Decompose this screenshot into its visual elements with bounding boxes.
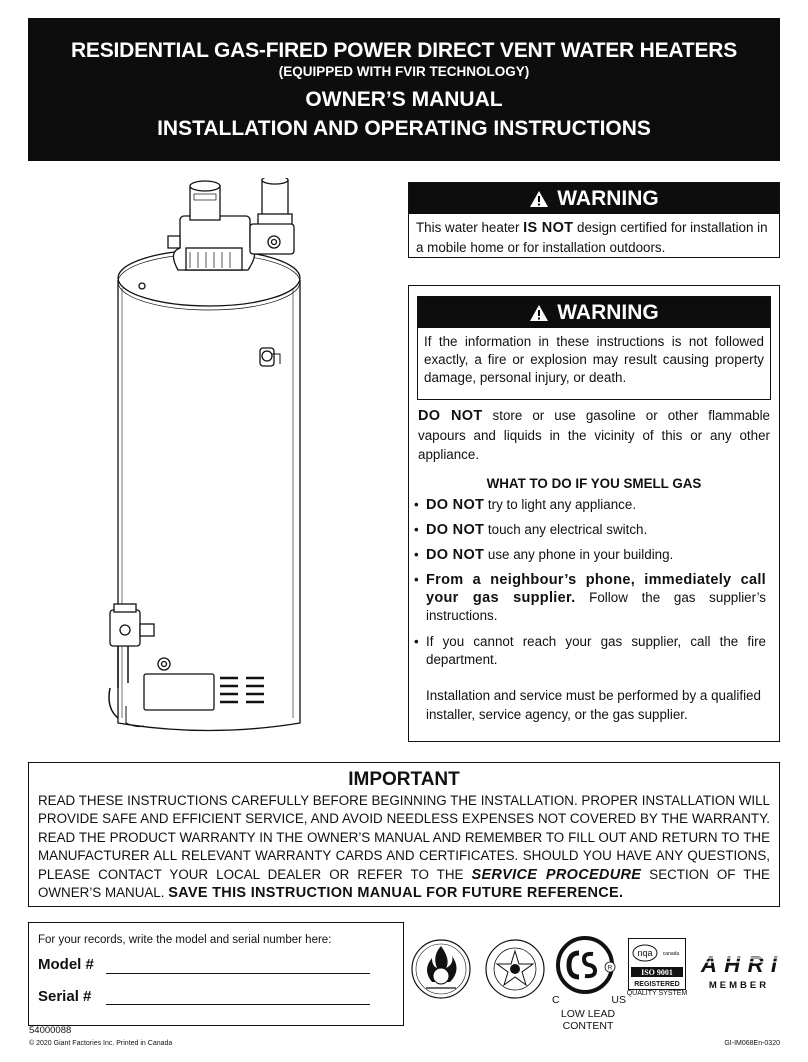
document-code: 54000088 xyxy=(29,1025,72,1036)
low-lead-text: LOW LEAD xyxy=(560,1008,616,1020)
bullet-mark: • xyxy=(414,547,419,562)
document-id: GI-IM068En-0320 xyxy=(724,1040,780,1047)
design-certified-logo xyxy=(484,938,546,1000)
nqa-text: nqa xyxy=(637,948,653,958)
warning-header xyxy=(409,183,779,214)
registered-mark: R xyxy=(607,964,613,972)
serial-number-line xyxy=(106,1004,370,1005)
warning-box-installation xyxy=(408,182,780,258)
iso-text: ISO 9001 xyxy=(641,968,673,977)
list-item-text: touch any electrical switch. xyxy=(484,522,648,537)
important-text-part: READ THESE INSTRUCTIONS CAREFULLY BEFORE BEGINNING THE INSTALLATION. PROPER INSTALLATION WILL PROVIDE SAFE AND EFFICIENT SERVICE, AND AVOID NEEDLESS EXPENSES NOT COVERED BY THE WARRANTY. READ THE PRODUCT WARRANTY IN THE OWNER’S MANUAL AND REMEMBER TO FILL OUT AND RETURN TO THE MANUFACTURER ALL RELEVANT WARRANTY CARDS AND CERTIFICATES. SHOULD YOU HAVE ANY QUESTIONS, PLEASE CONTACT YOUR LOCAL DEALER OR REFER TO THE xyxy=(38,793,770,882)
bullet-mark: • xyxy=(414,497,419,512)
records-box xyxy=(28,922,404,1026)
nqa-iso-logo xyxy=(628,938,686,990)
list-item xyxy=(414,633,766,669)
list-item xyxy=(414,546,766,564)
header-manual-title: OWNER’S MANUAL xyxy=(305,88,503,111)
list-item-emphasis: DO NOT xyxy=(426,522,485,538)
csa-country-marks xyxy=(552,994,626,1006)
header-title: RESIDENTIAL GAS-FIRED POWER DIRECT VENT WATER HEATERS xyxy=(70,39,738,62)
model-label: Model # xyxy=(38,956,94,973)
important-title: IMPORTANT xyxy=(348,769,460,790)
important-text xyxy=(29,791,779,902)
csa-c-mark: C xyxy=(552,994,560,1006)
bullet-mark: • xyxy=(414,522,419,537)
ahri-member-logo xyxy=(698,950,780,992)
list-item-emphasis: DO NOT xyxy=(426,497,485,513)
flammable-text: store or use gasoline or other flammable vapours and liquids in the vicinity of this or any other appliance. xyxy=(418,408,771,462)
list-item-emphasis: From a neighbour’s phone, immediately call your gas supplier. xyxy=(426,572,766,606)
warning-triangle-icon xyxy=(529,190,549,208)
service-procedure-ref: SERVICE PROCEDURE xyxy=(471,866,642,883)
warning-triangle-icon xyxy=(529,304,549,322)
warning-text xyxy=(409,214,779,261)
warning-inner-box xyxy=(417,296,771,400)
list-item xyxy=(414,496,766,514)
nqa-canada-text: canada xyxy=(662,951,680,957)
list-item-text: Follow the gas supplier’s instructions. xyxy=(426,590,766,623)
quality-system-label: QUALITY SYSTEM xyxy=(626,990,688,997)
header-subtitle: (EQUIPPED WITH FVIR TECHNOLOGY) xyxy=(278,64,530,79)
list-item-text: try to light any appliance. xyxy=(484,497,637,512)
warning-title: WARNING xyxy=(557,300,659,324)
water-heater-illustration xyxy=(108,178,310,738)
warning-emphasis: IS NOT xyxy=(523,220,574,236)
warning-text-part: design certified for installation in a mobile home or for installation outdoors. xyxy=(416,220,768,255)
csa-us-logo xyxy=(555,934,617,996)
member-text: MEMBER xyxy=(708,980,770,991)
list-item xyxy=(414,571,766,625)
registered-text: REGISTERED xyxy=(634,981,680,988)
csa-flame-logo xyxy=(410,938,472,1000)
document-header xyxy=(28,18,780,161)
model-number-line xyxy=(106,973,370,974)
warning-title: WARNING xyxy=(557,186,659,210)
bullet-mark: • xyxy=(414,634,419,649)
warning-header xyxy=(418,297,770,328)
list-item-emphasis: DO NOT xyxy=(426,547,485,563)
copyright: © 2020 Giant Factories Inc. Printed in Canada xyxy=(29,1040,173,1047)
csa-us-mark: US xyxy=(611,994,626,1006)
ahri-text: AHRI xyxy=(701,952,777,977)
list-item-text: use any phone in your building. xyxy=(484,547,674,562)
important-notice xyxy=(28,762,780,907)
warning-box-fire xyxy=(408,285,780,742)
smell-gas-heading: WHAT TO DO IF YOU SMELL GAS xyxy=(486,476,702,491)
fire-warning-text: If the information in these instructions is not followed exactly, a fire or explosion may result causing property damage, personal injury, or death. xyxy=(424,334,764,385)
save-manual-notice: SAVE THIS INSTRUCTION MANUAL FOR FUTURE REFERENCE. xyxy=(168,885,624,902)
serial-label: Serial # xyxy=(38,988,92,1005)
content-text: CONTENT xyxy=(562,1020,614,1032)
header-instructions-title: INSTALLATION AND OPERATING INSTRUCTIONS xyxy=(157,117,651,140)
bullet-mark: • xyxy=(414,572,419,587)
flammable-emphasis: DO NOT xyxy=(418,408,483,424)
low-lead-label xyxy=(548,1008,628,1032)
list-item-text: If you cannot reach your gas supplier, call the fire department. xyxy=(426,634,766,667)
important-text-part: SECTION OF THE OWNER’S MANUAL. xyxy=(38,866,770,901)
installation-note: Installation and service must be performed by a qualified installer, service agency, or the gas supplier. xyxy=(426,688,761,722)
list-item xyxy=(414,521,766,539)
warning-text-part: This water heater xyxy=(416,220,524,235)
flammable-notice xyxy=(418,406,770,464)
records-instruction: For your records, write the model and serial number here: xyxy=(38,934,332,946)
